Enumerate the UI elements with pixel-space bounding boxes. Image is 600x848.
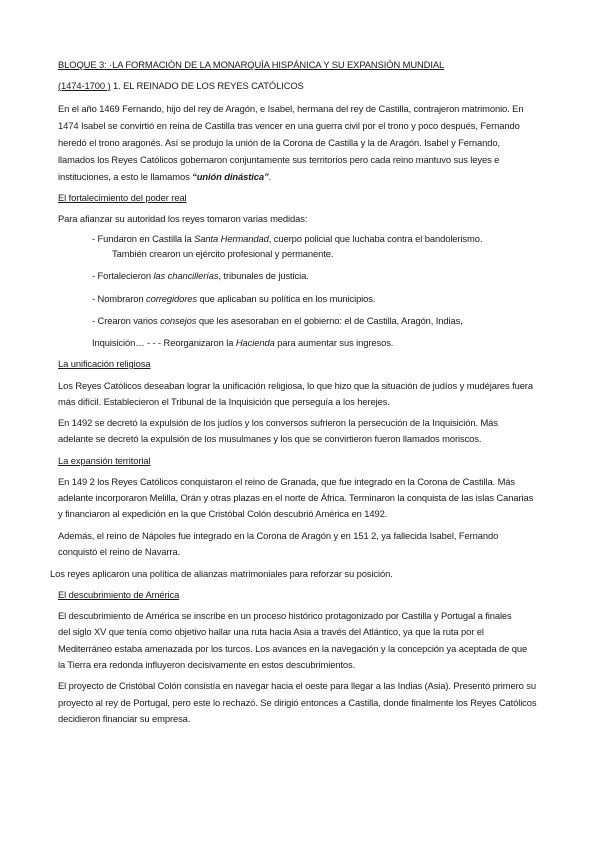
list-item-continuation: También crearon un ejército profesional y permanente. (112, 248, 334, 259)
text-line: adelante se decretó la expulsión de los musulmanes y los que se convirtieron fueron llamados moriscos. (58, 433, 482, 444)
text-line: Los reyes aplicaron una política de alianzas matrimoniales para reforzar su posición. (50, 568, 393, 579)
text-line: instituciones, a esto le llamamos “unión dinástica”. (58, 171, 272, 182)
list-item: - Fundaron en Castilla la Santa Hermandad, cuerpo policial que luchaba contra el bandolerismo. (92, 233, 483, 244)
text-line: decidieron financiar su empresa. (58, 713, 191, 724)
section-title: El descubrimiento de América (58, 589, 180, 600)
text-line: El descubrimiento de América se inscribe en un proceso histórico protagonizado por Castilla y Portugal a finales (58, 610, 512, 621)
text-line: En 1492 se decretó la expulsión de los judíos y los conversos sufrieron la persecución de la Inquisición. Más (58, 417, 498, 428)
document-header: BLOQUE 3: ·LA FORMACIÓN DE LA MONARQUÍA HISPÁNICA Y SU EXPANSIÓN MUNDIAL (58, 59, 445, 70)
section-title: El fortalecimiento del poder real (58, 192, 187, 203)
text-line: y financiaron al expedición en la que Cristóbal Colón descubrió América en 1492. (58, 508, 388, 519)
list-item: - Crearon varios consejos que les asesoraban en el gobierno: el de Castilla, Aragón, Indias, (92, 315, 463, 326)
text-line: En el año 1469 Fernando, hijo del rey de Aragón, e Isabel, hermana del rey de Castilla, contrajeron matrimonio. En (58, 103, 524, 114)
text-line: El proyecto de Cristóbal Colón consistía en navegar hacia el oeste para llegar a las Indias (Asia). Presentó primero su (58, 680, 536, 691)
list-item: - Fortalecieron las chancillerías, tribunales de justicia. (92, 270, 309, 281)
text-line: llamados los Reyes Católicos gobernaron conjuntamente sus territorios pero cada reino mantuvo sus leyes e (58, 154, 500, 165)
text-line: Además, el reino de Nápoles fue integrado en la Corona de Aragón y en 151 2, ya fallecida Isabel, Fernando (58, 530, 499, 541)
heading-title: 1. EL REINADO DE LOS REYES CATÓLICOS (110, 80, 304, 91)
text-line: más difícil. Establecieron el Tribunal de la Inquisición que perseguía a los herejes. (58, 396, 390, 407)
years-range: (1474-1700 ) (58, 80, 111, 91)
text-line: Mediterráneo estaba amenazada por los turcos. Los avances en la navegación y la concepción ya aceptada de que (58, 643, 528, 654)
text-line: adelante incorporaron Melilla, Orán y otras plazas en el norte de África. Terminaron la conquista de las islas Canarias (58, 492, 534, 503)
list-item-continuation: Inquisición… - - - Reorganizaron la Hacienda para aumentar sus ingresos. (92, 337, 394, 348)
text-line: En 149 2 los Reyes Católicos conquistaron el reino de Granada, que fue integrado en la Corona de Castilla. Más (58, 476, 515, 487)
text-line: la Tierra era redonda influyeron decisivamente en estos descubrimientos. (58, 659, 356, 670)
text-line: heredó el trono aragonés. Así se produjo la unión de la Corona de Castilla y la de Aragón. Isabel y Fernando, (58, 137, 500, 148)
emphasis-text: “unión dinástica” (192, 171, 269, 182)
text-line: 1474 Isabel se convirtió en reina de Castilla tras vencer en una guerra civil por el trono y poco después, Fernando (58, 120, 520, 131)
text-line: conquistó el reino de Navarra. (58, 546, 181, 557)
text-line: proyecto al rey de Portugal, pero este lo rechazó. Se dirigió entonces a Castilla, donde finalmente los Reyes Católicos (58, 697, 537, 708)
section-title: La expansión territorial (58, 455, 151, 466)
section-title: La unificación religiosa (58, 358, 151, 369)
text-line: del siglo XV que tenía como objetivo hallar una ruta hacia Asia a través del Atlántico, ya que la ruta por el (58, 626, 484, 637)
text-line: Para afianzar su autoridad los reyes tomaron varias medidas: (58, 213, 308, 224)
list-item: - Nombraron corregidores que aplicaban su política en los municipios. (92, 293, 376, 304)
text-line: Los Reyes Católicos deseaban lograr la unificación religiosa, lo que hizo que la situación de judíos y mudéjares fuera (58, 380, 533, 391)
section-heading (58, 80, 304, 92)
